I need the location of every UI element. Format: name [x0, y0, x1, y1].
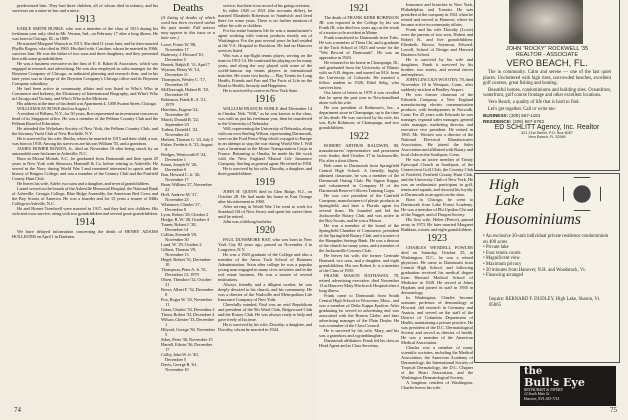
- death-entry: Rau, Howard C. Jr. '26, November 17: [161, 172, 201, 182]
- obituary-paragraph: Frank transferred to Dartmouth from Tufts. He was a member of Theta Chi, and a graduate of the Tuck School of 1923 and wrote for the "Wet Record of Dartmouth". He was an apprentice in 1920.: [319, 35, 399, 60]
- obituary-paragraph: WILLIAM FRANCIS NOBLE died December 14 in Omaha, Neb. "Will," as he was known to the class, was with us just his freshman year, then he transferred to the University of Nebraska.: [218, 106, 312, 126]
- death-entry: Whitmore, Charles '27, December 8: [161, 202, 201, 212]
- ad-paragraph: Let's get together. Call or write me:: [488, 106, 556, 112]
- agency-address: 321 21st Street, P.O. Box 6057: [520, 130, 574, 135]
- right-column-1: [319, 2, 399, 404]
- death-entry: Gunn, Charles '33, December 2: [161, 307, 215, 312]
- obituary-paragraph: He returned to his home in Champaign, Ill., and graduated from the University of Illinois with an A.B. degree, and earned an M.S. from the University of Colorado. He married a fellow student in 1926, Ethel Selig, who survives him.: [319, 60, 399, 90]
- obituary-paragraph: CHARLES WENDELL FOWLER died on Saturday, October 25, in Washington, D.C., he was a retired physician. He came to Dartmouth from Central High School, and following graduation received his medical degree from Harvard Medical School of Medicine in 1928. He served at Johns Hopkins and joined its staff in 1930 in dermatology.: [401, 245, 473, 295]
- obituary-paragraph: We have delayed information concerning the death of HENRY ADAMS HOLLISTER on April 1 in Dunham.: [12, 229, 158, 239]
- ad-city: Hanover, N.H. 643-7114: [524, 396, 560, 401]
- ad-tagline: RESTAURANT & TAVERN: [524, 388, 563, 392]
- class-year-heading: 1920: [255, 225, 275, 236]
- obituary-paragraph: Born in Mount Moriah, S.C., he graduated from Dartmouth and then spent 25 years in New York with Shearson, Hammill & Co. before retiring to Asheville. He served in the Navy during World War I and remained interested in sports and the history of Rutgers College, and was a member of the Century Club and the Fairfield County Hunt Club.: [12, 156, 158, 181]
- ad-headline: VERO BEACH, FL.: [506, 58, 588, 69]
- class-year-heading: 1923: [427, 233, 447, 244]
- death-entry: Hoff, Andrew M. '27, November 23: [161, 192, 198, 202]
- inquire-line: Inquire: BERNARD F. DUDLEY, High Lake, Sharon, Vt. 05065: [489, 297, 601, 308]
- right-column-2: [401, 2, 473, 404]
- obituary-paragraph: He is survived by a niece in New York State.: [223, 88, 299, 93]
- obituary-paragraph: He is survived by his wife, Dorothy; a daughter, and Dorothy, whom he married in 1924.: [218, 322, 312, 332]
- class-year-heading: 1922: [349, 131, 369, 142]
- obituary-paragraph: ROBERT ARTHUR BALDWIN, 80, manufacturers' representative and prominent civic leader, died October 27 in Jacksonville, Fla. after a short illness.: [319, 143, 399, 163]
- obituary-paragraph: Dartmouth affiliation: Frank led his class as Head Agent and as Class Secretary.: [319, 338, 399, 348]
- obituary-paragraph: Always friendly and a diligent worker, he was deeply devoted to his church, and his community. He was a director of the Nashville and Metropolitan Life Insurance Company of New York.: [218, 282, 312, 302]
- death-entry: Herbert, Thomas G. '23, July 5: [161, 137, 214, 142]
- obituary-paragraph: For his entire business life he was a manufacturer's agent working with various products mostly out of Washington. For the past several years he had resided at the V.A. Hospital in Brockton. He had no Hanover services listed.: [218, 28, 312, 53]
- agency-name: ED SCHLITT Agency, Inc. Realtor: [494, 123, 600, 131]
- page-number: 75: [610, 406, 617, 414]
- obituary-paragraph: He was vice president of the Canfield Company, manufacturers of plastic products in Springfield, and later a Florida agent for several firms. He founded and led the Jacksonville Rotary Club, and was active in the Boy Scouts, and he was a Mason.: [319, 193, 399, 223]
- death-entry: Collins, Kenneth '29, November 30: [161, 232, 197, 242]
- obituary-paragraph: John was a lifelong bachelor.: [223, 219, 273, 224]
- obituary-paragraph: Win was a top-flight tennis player, serving on the team in 1913-14. He continued his playing on for many years, and along the way played with some of the world-famous top tennis players in international matches. He wrote two books — Play Tennis for Long Health, Friends and Fun and The Facts of Life on the Road to Health, Security and Happiness.: [218, 53, 312, 88]
- obituary-paragraph: Frank and his wife Dorothy (Lowe) were the parents of two sons, Hubert and Robert R., and five grandchildren: Elizabeth, Brown, Seymour, Edward, Lowell, School of Design and Harvard Business School.: [401, 27, 473, 57]
- death-entry: Hegel, Robert '31, December 10: [161, 257, 211, 267]
- business-label: BUSINESS:: [483, 113, 509, 119]
- death-entry: Hodge, R. W. '28, October 4: [161, 217, 209, 222]
- death-entry: Thompson, Peter A. Jr. '31, December 13, 1979: [161, 267, 207, 277]
- death-entry: Bean, William '27, November 22: [161, 182, 212, 192]
- business-number: (305) 567-1181: [509, 113, 541, 119]
- deaths-intro: (A listing of deaths of which word has been received within the past month. Full notices may appear in this issue or a later one.): [161, 15, 215, 40]
- death-entry: Colby, John W. Jr. '40, December 5: [161, 352, 199, 362]
- bulls-eye-ad: [520, 366, 616, 406]
- death-entry: Wilson, Chester '33, December 1: [161, 317, 215, 327]
- obituary-paragraph: He is survived by his wife, Bertha, whom he married in 1915 and their child, a son, was born in 1918. Among his survivors are his son William '55, and a grandson.: [12, 136, 158, 146]
- death-entry: Lowe, Foster W. '08, November 17: [161, 42, 197, 52]
- obituary-paragraph: A resident of Pelham, N.Y., for 50 years, Roe represented an investment concern as head of its Singapore office. He was a member of the Pelham Country Club and the Pelham Board of Education.: [12, 111, 158, 126]
- death-entry: Eaton, Joseph W. '26, December 9: [161, 162, 198, 172]
- obituary-paragraph: JOHN LINCOLN WOOTEN, 78, died November 10 in Westport, Conn., after suddenly stricken at Bradley Airport.: [401, 77, 473, 92]
- obituary-paragraph: Frank came to Dartmouth from South Central High School in Worcester, Mass., and was a member of Delta Kappa Epsilon. After graduating he served in advertising and was associated with the Boston Globe, and later advertising manager of the Plain Dealer. He was a member of the Class Council.: [319, 293, 399, 328]
- death-entry: Sikes, Peter '36, November 15: [161, 337, 213, 342]
- obituary-paragraph: He and Homer Treadwell were married in 1917, and they had two children. His wife and a son survive, along with two grandchildren and several great-grandchildren.: [12, 206, 158, 216]
- rockwell-realtor-ad: [474, 0, 620, 171]
- obituary-paragraph: He married Margaret Wunsch in 1913. She died 11 years later, and he then married Phyllis Rogers, who died in 1965. His third wife, Caroline, whom he married in 1966, survives him. He was the father of two sons and three daughters, and they presented him with some grandchildren.: [12, 41, 158, 61]
- ad-name-line: [475, 46, 619, 59]
- ad-title-the: the: [524, 366, 543, 377]
- obituary-paragraph: Bob came to Dartmouth from Springfield Central High School. A friendly, highly admired classmate, he was a member of the Dartmouth Outing Club, Phi Sigma Kappa, and volunteered in Company H of the Dartmouth Reserve Officers Training Corps.: [319, 163, 399, 193]
- death-entry: Robinson, Frank K. A. '21, 1979: [161, 97, 207, 107]
- obituary-paragraph: He leaves his wife, Adele; two sons and a daughter, and several grandchildren.: [17, 181, 150, 186]
- obituary-paragraph: Insurance and branches in New York, Philadelphia, and Toronto. He was president of the company in 1941 when he retired and moved to Hanover, where he became active in community affairs.: [401, 2, 473, 27]
- obituary-paragraph: WILLIAM KAY ROWE died on August 1.: [17, 106, 91, 111]
- death-entry: Lyon, Robert '28, October 2: [161, 212, 209, 217]
- ad-paragraph: Vero Beach, a quality of life that is hard to find.: [488, 99, 580, 105]
- obituary-paragraph: FRANK MASON HATHAWAY, 78, retired advertising executive, died November 13 at Hanover Mary Hitchcock Hospital after a long illness.: [319, 273, 399, 293]
- feature-item: • Private lake: [483, 245, 611, 251]
- class-year-heading: 1921: [349, 3, 369, 14]
- death-entry: Harrell, Edwin '36, December 17: [161, 342, 213, 352]
- class-year-heading: 1913: [75, 14, 95, 25]
- feature-item: • Financing arranged: [483, 273, 611, 279]
- obituary-paragraph: predeceased him. They had three children, all of whom died in infancy, and his survivors are a sister-in-law and a niece.: [12, 3, 158, 13]
- obituary-paragraph: JAMES HOMER BOWEN, Jr., died on November 16 after being struck by an automobile near his home in Asheville, N.C.: [12, 146, 158, 156]
- death-entry: Rudeway, J. Howard '10, December 5: [161, 52, 204, 62]
- left-column-1: [12, 3, 158, 404]
- obituary-paragraph: service, but there is no record of his going overseas.: [223, 3, 311, 8]
- feature-item: • Magnificent view: [483, 256, 611, 262]
- obituary-paragraph: Will, representing the University of Nebraska, along with our own Sterling Wilson, representing Dartmouth, were on the Ford Peace Ship which voyaged to Europe in an attempt to stop the war during World War I. Will was a lieutenant in the Motor Transportation Corps in France. Returning to Omaha, he made his life work with the New England Mutual Life Insurance Company. Sterling as general agent. He retired in 1958.: [218, 126, 312, 166]
- obituary-paragraph: He was a member of the board of the Springfield Chamber of Commerce, president of the Springfield Rotary Club, and a trustee of the Hampden Savings Bank. He was a deacon of the church for many years, and a member of the Jacksonville Country Club.: [319, 223, 399, 253]
- ad-title-lake: Lake: [495, 193, 525, 209]
- deaths-title: Deaths: [172, 3, 204, 14]
- agent-role: REALTOR - ASSOCIATE: [515, 52, 579, 59]
- death-entry: Tuthen, Donald J. '22, November 24: [161, 127, 199, 137]
- death-entry: Thorn, Robert '33, December 4: [161, 312, 214, 317]
- obituary-paragraph: He was president of Robinson's, Inc., a department store in Champaign, up to the time of his death. He was survived by his wife, his son, Kyle Robinson, of Champaign, and two grandchildren.: [319, 105, 399, 130]
- death-entry: Hutchins, Eugene '22, November 28: [161, 107, 199, 117]
- obituary-paragraph: His address at the time of his death was Apartment 4, 1400 Swann Street, Chicago.: [17, 101, 157, 106]
- death-entry: Olsen, Theodore '32, October 21: [161, 277, 212, 287]
- obituary-paragraph: In Washington, Charles became assistant professor of dermatology at Howard, did research in Germany and Austria, and served on the staff of the District of Columbia Department of Health, maintaining a private practice. He was president of the D.C. Dermatological Society and served as director of health. He was a member of the American Medical Association.: [401, 295, 473, 345]
- ad-title-high: High: [489, 177, 519, 193]
- obituary-paragraph: He attended the Wykeham Society of New York, the Pelham Country Club, and the Siwanoy Yacht Club of New Rochelle, N.Y.: [12, 126, 158, 136]
- portrait-photo: [509, 0, 583, 44]
- deaths-box: [161, 3, 215, 404]
- ad-body: [483, 70, 611, 140]
- obituary-paragraph: He had been active in community affairs and was listed in Who's Who in Commerce and Industry, the Dictionary of International Biography, and Who's Who in Chicago and Vicinity, and Who's Who in the Midwest.: [12, 86, 158, 101]
- obituary-paragraph: He was a business executive in the firm of E. S. Baker & Associates, which was engaged in research and advertising. He was also employed as sales manager for the Boynton Company of Chicago, as industrial planning and research firm, and in his later years was in charge of the Boynton Company's Chicago office and its Boynton Company subsidiary.: [12, 61, 158, 86]
- obituary-paragraph: He was former chairman of the Edwards Company, a New England manufacturing electric communication products, with headquarters in Norwalk, Conn. For 45 years with Edwards he was manager, regional sales manager, general sales manager, marketing director, and executive vice president. He retired in 1965. Mr. Wooten was a director of the National Electrical Manufacturers Association. He joined the Sales Association and affiliated with Rotary and local clubs in the Southport, Conn.: [401, 92, 473, 157]
- left-column-3: [218, 3, 312, 404]
- agency-city: Vero Beach, FL 32960: [528, 135, 566, 140]
- ad-paragraph: The in community. Calm and serene — one of the last quiet places. Uncluttered with high rises, uncrowded beaches, excellent golf courses, great fishing and boating.: [483, 70, 611, 87]
- obituary-paragraph: EARLE SMITH BURKE, who was a member of the class of 1913 during his freshman year only, died in Mt. Vernon, Ind., on February 17 after a long illness. He was born in Chicago, Ill., in 1889.: [12, 26, 158, 41]
- obituary-paragraph: JOHN H. QUINN died in Glen Ridge, N.J., on October 28. He had made his home in East Orange after his retirement in 1960.: [218, 189, 312, 204]
- death-entry: Gilbert, Thomas '29, November 13: [161, 247, 196, 257]
- obituary-paragraph: He is survived by his wife, Mary, and his son, a grandson, and a granddaughter.: [319, 328, 399, 338]
- residence-number: (305) 567-6752: [512, 118, 545, 124]
- death-entry: March, Donald R. '22, September 23: [161, 117, 199, 127]
- page-number: 74: [14, 406, 21, 414]
- obituary-paragraph: Our latest of letters in 1979 it was recalled that he spent the past year in Newfoundland alone with his wife.: [319, 90, 399, 105]
- obituary-paragraph: Cheerfully minded, Paul was an avid Republican and president of the 9th Ward Club, Ridgewood Club and the Rotary Club. He was always ready to help and gave freely of his time.: [218, 302, 312, 322]
- obituary-paragraph: Born in Chicago, he went to Dartmouth from Lake Forest Academy. He was a member of Phi Upsilon Chi and of the Nugget, and of Dragon Society.: [401, 197, 473, 217]
- agent-name: JOHN "ROCKY" ROCKWELL '35: [505, 46, 589, 52]
- obituary-paragraph: Charles was a member of many scientific societies, including the Medical Association, the American Academy of Dermatology, the International Society of Tropical Dermatology, the D.C. Chapter of the Heart Association, and the Washington Dermatological Society.: [401, 345, 473, 380]
- death-entry: Bassett, Ralph E. '11, April 7: [161, 62, 210, 67]
- obituary-paragraph: The death of FRANK KERR ROBINSON JR. was reported in the College by his son Frank III, who died two years ago as the result of a motorcycle accident in Maine.: [319, 15, 399, 35]
- obituary-paragraph: He is survived by his wife and daughters. Frank it survived by his brother; two sisters, and several nieces and nephews.: [401, 57, 473, 77]
- death-entry: Thompson, Wesley C. '17, December 19: [161, 77, 206, 87]
- feature-list: [483, 234, 611, 279]
- obituary-paragraph: His first wife, Helen (Peirce), passed away in 1973. He later married Margaret Rathbun, a sister, and eight grandchildren.: [401, 217, 473, 232]
- feature-item: • Four tennis courts: [483, 251, 611, 257]
- death-entry: Wyman, Henry W. '14, December 11: [161, 67, 200, 77]
- residence-label: RESIDENCE:: [483, 118, 512, 124]
- deaths-list: [161, 42, 215, 372]
- obituary-paragraph: He was an active member of Trinity Episcopal Church in Southport, of the Connecticut Golf Club, the Country Club of Fairfield, Fairfield County Hunt Club, and the University Club of New York. He was an enthusiastic participant in golf, tennis and squash, and showed his loyalty to Dartmouth as an agent on the class.: [401, 157, 473, 197]
- death-entry: Rowe, Albert F. '32, December 8: [161, 287, 214, 297]
- feature-item: • An exclusive 20-unit individual private residence condominium on 400 acres: [483, 234, 611, 245]
- death-entry: Lund, W. '29, October 2: [161, 242, 202, 247]
- death-entry: McDonough, Hubert R. '18, December 19: [161, 87, 209, 97]
- feature-item: • 20 minutes from Hanover, N.H. and Woodstock, Vt.: [483, 268, 611, 274]
- death-entry: Fox, Roger W. '33, November 11: [161, 297, 213, 307]
- obituary-paragraph: A longtime resident of Washington, Charles leaves his wife.: [401, 380, 473, 390]
- feature-item: • Maximum privacy: [483, 262, 611, 268]
- obituary-paragraph: After serving in World War I he went to work for Standard Oil of New Jersey and spent his career there until he retired.: [218, 204, 312, 219]
- class-year-heading: 1919: [255, 177, 275, 188]
- death-entry: Turner, Robert J. '28, December 14: [161, 222, 197, 232]
- obituary-paragraph: In either 1920 or 1921 (the accounts differ), he married Elizabeth Robertson in Sandwich and lived there for some years. There is no further mention of either his wife or children.: [218, 8, 312, 28]
- obituary-paragraph: He leaves his wife, the former Gertrude Brainard, two sons, and a daughter, and eight grandchildren. His son Robert Jr. is a member of the Class of 1950.: [319, 253, 399, 273]
- class-year-heading: 1916: [255, 94, 275, 105]
- ad-title-bulls-eye: Bull's Eye: [524, 376, 585, 389]
- ad-paragraph: Beautiful homes, condominiums and building sites. Oceanfront, waterfront, golf course frontage and other excellent locations.: [483, 87, 611, 99]
- obituary-paragraph: He is survived by his wife, Dorothy, a daughter, and three grandchildren.: [218, 166, 312, 176]
- death-entry: Davis, George R. '61, November 10: [161, 362, 198, 372]
- obituary-paragraph: Lionel served on the boards of the Asheville Memorial Hospital, the National Bank of Asheville, Georgia College, Blue Ridge Assembly, the American Red Cross and the Boy Scouts of America. He was a founder and for 15 years a trustee of Mills College in Ashville, N.C.: [12, 186, 158, 206]
- obituary-paragraph: He was a 1920 graduate of the College and also a member of the Amos Tuck School of Business Administration. Soon after college he was a popular young man engaged in many civic activities and in the real estate business. He was a trustee of several institutions.: [218, 252, 312, 282]
- death-entry: Fisher, Frederic A. '23, August 9: [161, 142, 213, 152]
- death-entry: Bridges, Wentworth P. '24, December 1: [161, 152, 207, 162]
- ad-title-housominiums: Housominiums: [485, 211, 582, 228]
- high-lake-ad: [474, 173, 620, 363]
- seal-emblem-icon: [563, 177, 601, 211]
- class-year-heading: 1914: [75, 217, 95, 228]
- death-entry: Hilyard, George '36, November 5: [161, 327, 215, 337]
- obituary-paragraph: PAUL DUNSMORE RAY, who was born in New York City 82 years ago, passed on November 4 in Longview, N.Y.: [218, 237, 312, 252]
- ad-address: 12 South Main St.: [524, 392, 550, 397]
